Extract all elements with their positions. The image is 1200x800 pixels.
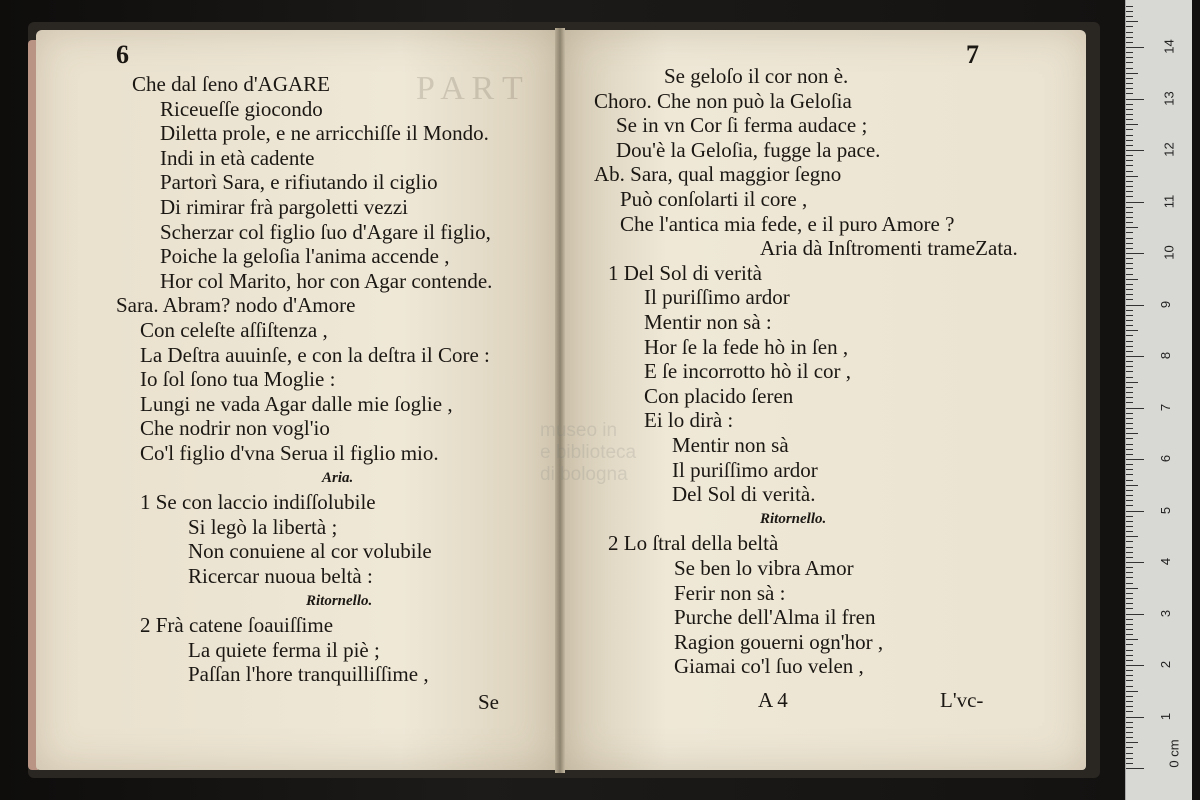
book-gutter <box>555 28 565 773</box>
ruler-tick <box>1126 176 1138 177</box>
ruler-tick <box>1126 310 1133 311</box>
ruler-tick <box>1126 665 1144 666</box>
ruler-tick <box>1126 603 1133 604</box>
ruler-tick <box>1126 758 1133 759</box>
ruler-tick <box>1126 366 1133 367</box>
ruler-tick <box>1126 68 1133 69</box>
ruler-tick <box>1126 706 1133 707</box>
ruler-tick <box>1126 227 1138 228</box>
ruler-tick <box>1126 552 1133 553</box>
ruler-tick <box>1126 696 1133 697</box>
ruler-tick <box>1126 655 1133 656</box>
text-line: Lungi ne vada Agar dalle mie ſoglie , <box>140 391 453 416</box>
ruler-tick <box>1126 88 1133 89</box>
text-line: Mentir non sà : <box>644 310 772 334</box>
ruler-tick <box>1126 737 1133 738</box>
text-line: Con celeſte aſſiſtenza , <box>140 318 328 342</box>
ruler-tick <box>1126 433 1138 434</box>
text-line: Si legò la libertà ; <box>188 514 338 539</box>
ruler-tick <box>1126 52 1133 53</box>
text-line: Di rimirar frà pargoletti vezzi <box>160 195 409 219</box>
signature-mark: A 4 <box>758 688 788 712</box>
ruler-tick <box>1126 619 1133 620</box>
ruler-tick <box>1126 11 1133 12</box>
ruler-label: 13 <box>1161 90 1177 106</box>
ruler-tick <box>1126 238 1133 239</box>
ruler-tick <box>1126 680 1133 681</box>
text-line: Ragion gouerni ogn'hor , <box>674 629 884 654</box>
text-line: Riceueſſe giocondo <box>160 96 323 121</box>
text-line: 2 Lo ſtral della beltà <box>608 531 779 556</box>
text-line: Può conſolarti il core , <box>620 187 808 211</box>
ruler-tick <box>1126 243 1133 244</box>
ruler-label: 9 <box>1158 300 1174 308</box>
ruler-tick <box>1126 202 1144 203</box>
text-line: Il puriſſimo ardor <box>644 285 790 310</box>
ruler-tick <box>1126 413 1133 414</box>
ruler-tick <box>1126 99 1144 100</box>
ruler-label: 0 cm <box>1166 739 1182 768</box>
ruler-tick <box>1126 124 1138 125</box>
ruler-tick <box>1126 232 1133 233</box>
text-line: Se geloſo il cor non è. <box>664 64 849 88</box>
ruler-tick <box>1126 747 1133 748</box>
ruler-tick <box>1126 639 1138 640</box>
ruler-tick <box>1126 222 1133 223</box>
ruler-tick <box>1126 557 1133 558</box>
ruler-label: 2 <box>1158 660 1174 669</box>
ruler-tick <box>1126 701 1133 702</box>
ruler-tick <box>1126 516 1133 517</box>
ruler-tick <box>1126 608 1133 609</box>
ruler-tick <box>1126 42 1133 43</box>
ruler-tick <box>1126 660 1133 661</box>
watermark-line: di bologna <box>540 464 628 485</box>
ruler-tick <box>1126 294 1133 295</box>
ruler-tick <box>1126 521 1133 522</box>
ruler-label: 10 <box>1161 245 1177 260</box>
ruler-tick <box>1126 289 1133 290</box>
text-line: Purche dell'Alma il fren <box>674 605 876 630</box>
text-line: Che dal ſeno d'AGARE <box>132 72 331 96</box>
ruler-tick <box>1126 212 1133 213</box>
text-line: Ferir non sà : <box>674 580 786 605</box>
text-line: 1 Se con laccio indiſſolubile <box>140 490 376 515</box>
ruler-tick <box>1126 511 1144 512</box>
ruler-tick <box>1126 717 1144 718</box>
ruler-tick <box>1126 361 1133 362</box>
ruler-tick <box>1126 670 1133 671</box>
text-line: Non conuiene al cor volubile <box>188 539 432 564</box>
ruler-tick <box>1126 150 1144 151</box>
ruler-tick <box>1126 114 1133 115</box>
text-line: Che l'antica mia fede, e il puro Amore ? <box>620 211 955 236</box>
ruler-tick <box>1126 140 1133 141</box>
watermark-line: e biblioteca <box>540 442 637 463</box>
bleed-through-text: P A R T <box>416 70 523 107</box>
ruler-tick <box>1126 727 1133 728</box>
ruler-tick <box>1126 299 1133 300</box>
ruler-tick <box>1126 263 1133 264</box>
ruler-tick <box>1126 171 1133 172</box>
ruler-tick <box>1126 567 1133 568</box>
page-number: 6 <box>116 40 129 69</box>
ruler-label: 4 <box>1158 557 1174 566</box>
ruler-tick <box>1126 402 1133 403</box>
ruler-label: 1 <box>1158 712 1174 720</box>
text-line: Scherzar col figlio ſuo d'Agare il figlio, <box>160 219 491 244</box>
ruler-tick <box>1126 315 1133 316</box>
ruler-tick <box>1126 274 1133 275</box>
ruler-tick <box>1126 145 1133 146</box>
text-line: Che nodrir non vogl'io <box>140 416 330 441</box>
ruler-tick <box>1126 485 1138 486</box>
ruler-label: 7 <box>1158 403 1174 411</box>
text-line: 1 Del Sol di verità <box>608 260 762 285</box>
ruler-tick <box>1126 438 1133 439</box>
ruler-tick <box>1126 26 1133 27</box>
ruler-tick <box>1126 541 1133 542</box>
text-line: Con placido ſeren <box>644 383 794 408</box>
ruler-tick <box>1126 593 1133 594</box>
ruler-tick <box>1126 284 1133 285</box>
ruler-tick <box>1126 495 1133 496</box>
text-line: Hor ſe la fede hò in ſen , <box>644 334 849 359</box>
text-line: La quiete ferma il piè ; <box>188 637 380 662</box>
ruler-tick <box>1126 408 1144 409</box>
ruler-label: 8 <box>1158 351 1174 360</box>
ruler-tick <box>1126 490 1133 491</box>
ruler-tick <box>1126 21 1138 22</box>
ruler-tick <box>1126 83 1133 84</box>
text-line: Se in vn Cor ſi ferma audace ; <box>616 113 868 138</box>
ruler-label: 14 <box>1161 39 1177 54</box>
ruler-tick <box>1126 598 1133 599</box>
watermark-line: museo in <box>540 420 618 441</box>
ruler-tick <box>1126 346 1133 347</box>
ruler-tick <box>1126 562 1144 563</box>
ruler-tick <box>1126 93 1133 94</box>
ruler-tick <box>1126 248 1133 249</box>
ruler-tick <box>1126 742 1138 743</box>
text-line: Ei lo dirà : <box>644 408 734 433</box>
ruler-tick <box>1126 6 1133 7</box>
ruler-label: 6 <box>1158 454 1174 463</box>
ruler-tick <box>1126 32 1133 33</box>
ruler-tick <box>1126 62 1133 63</box>
ruler-label: 3 <box>1158 609 1174 617</box>
ruler-tick <box>1126 305 1144 306</box>
ruler-tick <box>1126 335 1133 336</box>
text-line: 2 Frà catene ſoauiſſime <box>140 613 334 638</box>
ruler-tick <box>1126 109 1133 110</box>
text-line: La Deſtra auuinſe, e con la deſtra il Core : <box>140 342 490 367</box>
ruler-tick <box>1126 73 1138 74</box>
ruler-tick <box>1126 624 1133 625</box>
ruler-tick <box>1126 650 1133 651</box>
ruler-tick <box>1126 480 1133 481</box>
ruler-tick <box>1126 732 1133 733</box>
text-line: Ab. Sara, qual maggior ſegno <box>594 162 842 187</box>
ruler-tick <box>1126 16 1133 17</box>
text-line: Mentir non sà <box>672 433 789 457</box>
text-line: E ſe incorrotto hò il cor , <box>644 359 852 384</box>
ruler-tick <box>1126 196 1133 197</box>
ruler-tick <box>1126 444 1133 445</box>
ruler-tick <box>1126 320 1133 321</box>
ruler-tick <box>1126 279 1138 280</box>
ruler-tick <box>1126 397 1133 398</box>
ruler-tick <box>1126 459 1144 460</box>
ruler-label: 5 <box>1158 506 1174 514</box>
ruler-tick <box>1126 614 1144 615</box>
ruler-tick <box>1126 644 1133 645</box>
ruler-tick <box>1126 423 1133 424</box>
ruler-tick <box>1126 165 1133 166</box>
text-line: Ricercar nuoua beltà : <box>188 564 373 588</box>
ruler-tick <box>1126 531 1133 532</box>
ruler-tick <box>1126 104 1133 105</box>
text-line: Hor col Marito, hor con Agar contende. <box>160 268 493 293</box>
ruler-tick <box>1126 526 1133 527</box>
ruler-tick <box>1126 428 1133 429</box>
text-line: Ritornello. <box>306 592 373 609</box>
text-line: Indi in età cadente <box>160 145 315 170</box>
ruler-tick <box>1126 160 1133 161</box>
ruler-tick <box>1126 181 1133 182</box>
ruler-tick <box>1126 634 1133 635</box>
ruler-tick <box>1126 186 1133 187</box>
text-line: Sara. Abram? nodo d'Amore <box>116 293 356 318</box>
ruler-tick <box>1126 454 1133 455</box>
watermark <box>540 420 660 486</box>
ruler-label: 12 <box>1161 142 1177 157</box>
ruler-label: 11 <box>1161 194 1177 208</box>
ruler-tick <box>1126 474 1133 475</box>
ruler-tick <box>1126 753 1133 754</box>
text-line: Partorì Sara, e rifiutando il ciglio <box>160 170 438 195</box>
text-line: Co'l figlio d'vna Serua il figlio mio. <box>140 441 439 465</box>
text-line: Dou'è la Geloſia, fugge la pace. <box>616 137 881 162</box>
text-line: Paſſan l'hore tranquilliſſime , <box>188 662 429 687</box>
ruler-tick <box>1126 351 1133 352</box>
ruler-tick <box>1126 722 1133 723</box>
catchword: L'vc- <box>940 688 984 712</box>
ruler-tick <box>1126 583 1133 584</box>
ruler-tick <box>1126 686 1133 687</box>
catchword: Se <box>478 690 499 714</box>
ruler-tick <box>1126 258 1133 259</box>
ruler-tick <box>1126 155 1133 156</box>
ruler-tick <box>1126 577 1133 578</box>
ruler-tick <box>1126 588 1138 589</box>
text-line: Il puriſſimo ardor <box>672 457 818 482</box>
ruler-tick <box>1126 572 1133 573</box>
ruler-tick <box>1126 768 1144 769</box>
ruler-tick <box>1126 325 1133 326</box>
ruler-tick <box>1126 464 1133 465</box>
ruler-tick <box>1126 268 1133 269</box>
ruler-tick <box>1126 135 1133 136</box>
ruler-tick <box>1126 377 1133 378</box>
ruler-tick <box>1126 536 1138 537</box>
ruler-tick <box>1126 505 1133 506</box>
ruler-tick <box>1126 37 1133 38</box>
ruler-tick <box>1126 691 1138 692</box>
ruler-tick <box>1126 629 1133 630</box>
ruler-tick <box>1126 341 1133 342</box>
ruler-tick <box>1126 47 1144 48</box>
ruler-tick <box>1126 217 1133 218</box>
text-line: Diletta prole, e ne arricchiſſe il Mondo. <box>160 121 489 146</box>
ruler-tick <box>1126 330 1138 331</box>
ruler-tick <box>1126 387 1133 388</box>
ruler-tick <box>1126 392 1133 393</box>
ruler-tick <box>1126 547 1133 548</box>
ruler-tick <box>1126 500 1133 501</box>
ruler-tick <box>1126 449 1133 450</box>
ruler-tick <box>1126 191 1133 192</box>
text-line: Io ſol ſono tua Moglie : <box>140 367 336 392</box>
ruler-tick <box>1126 356 1144 357</box>
ruler-tick <box>1126 418 1133 419</box>
measurement-ruler <box>1125 0 1192 800</box>
ruler-tick <box>1126 711 1133 712</box>
ruler-tick <box>1126 371 1133 372</box>
ruler-tick <box>1126 469 1133 470</box>
ruler-tick <box>1126 119 1133 120</box>
text-line: Poiche la geloſia l'anima accende , <box>160 244 450 269</box>
text-line: Aria. <box>322 469 354 486</box>
ruler-tick <box>1126 763 1133 764</box>
text-line: Ritornello. <box>760 510 827 527</box>
ruler-tick <box>1126 253 1144 254</box>
ruler-tick <box>1126 57 1133 58</box>
text-line: Del Sol di verità. <box>672 482 816 507</box>
page-number: 7 <box>966 40 979 69</box>
ruler-tick <box>1126 382 1138 383</box>
ruler-tick <box>1126 78 1133 79</box>
text-line: Se ben lo vibra Amor <box>674 556 854 580</box>
text-line: Choro. Che non può la Geloſia <box>594 88 852 113</box>
ruler-tick <box>1126 207 1133 208</box>
text-line: Aria dà Inſtromenti trameZata. <box>760 236 1018 261</box>
text-line: Giamai co'l ſuo velen , <box>674 654 864 679</box>
ruler-tick <box>1126 675 1133 676</box>
ruler-tick <box>1126 129 1133 130</box>
